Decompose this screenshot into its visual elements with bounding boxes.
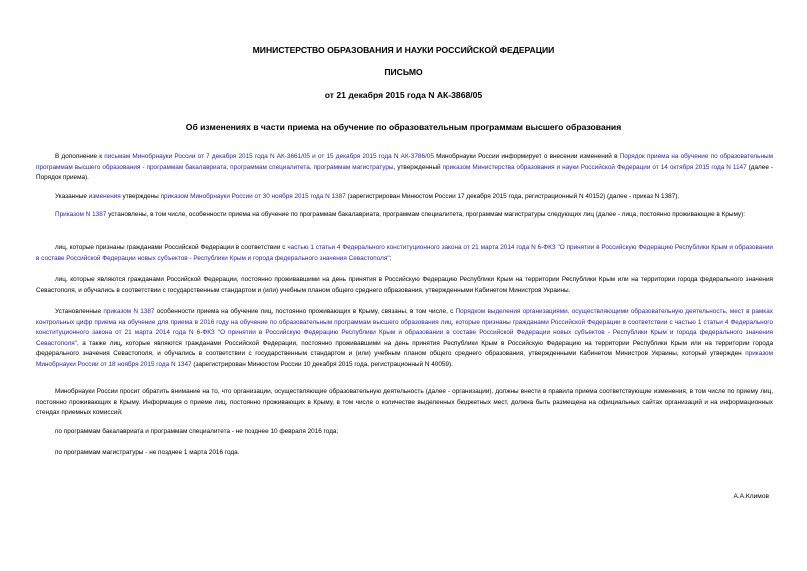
order-1347-link[interactable]: приказом Минобрнауки России от 18 ноября 2015 года N 1347 (36, 350, 773, 368)
paragraph-4 (36, 243, 773, 264)
places-allocation-procedure-link[interactable]: Порядком выделения организациями, осуществляющими образовательную деятельность, мест в рамках контрольных цифр приема на обучение для приема в 2016 году на обучение по образовательным программам высшего образования лиц, которые признаны гражданами Российской Федерации в соответствии с частью 1 статьи 4 Федерального конституционного закона от 21 марта 2014 года N 6-ФКЗ "О принятии в Российскую Федерацию Республики Крым и образовании в составе Российской Федерации новых субъектов - Республики Крым и города федерального значения Севастополя" (36, 308, 773, 347)
paragraph-text: (зарегистрирован Минюстом России 10 декабря 2015 года, регистрационный N 40059). (191, 360, 453, 368)
paragraph-1 (36, 152, 773, 184)
paragraph-3 (36, 210, 773, 221)
paragraph-text: установлены, в том числе, особенности приема на обучение по программам бакалавриата, программам специалитета, программам магистратуры следующих лиц (далее - лица, постоянно проживающие в Крыму): (106, 211, 746, 218)
document-subject: Об изменениях в части приема на обучение по образовательным программам высшего образования (185, 122, 622, 132)
signature: А.А.Климов (733, 493, 769, 500)
constitutional-law-link[interactable]: частью 1 статьи 4 Федерального конституционного закона от 21 марта 2014 года N 6-ФКЗ "О принятии в Российскую Федерацию Республики Крым и образовании в составе Российской Федерации новых субъектов - Республики Крым и города федерального значения Севастополя" (36, 244, 774, 262)
paragraph-5 (36, 275, 773, 296)
order-1387-link[interactable]: Приказом N 1387 (55, 211, 107, 218)
paragraph-text: , утвержденный (393, 163, 443, 171)
paragraph-text: Установленные (55, 308, 104, 315)
paragraph-text: Минобрнауки России информирует о внесении изменений в (433, 153, 620, 160)
paragraph-text: утверждены (120, 193, 161, 200)
paragraph-9 (36, 448, 773, 459)
order-1387-link[interactable]: приказом N 1387 (103, 308, 155, 315)
paragraph-text: ; (389, 254, 392, 262)
paragraph-text: по программам бакалавриата и программам специалитета - не позднее 10 февраля 2016 года; (55, 428, 339, 435)
letters-link[interactable]: письмам Минобрнауки России от 7 декабря 2015 года N АК-3661/05 и от 15 декабря 2015 года N АК-3786/05 (104, 153, 434, 160)
document-type: ПИСЬМО (384, 67, 423, 77)
paragraph-text: Минобрнауки России просит обратить внимание на то, что организации, осуществляющие образовательную деятельность (далее - организации), должны внести в правила приема соответствующие изменения, в том числе по приему лиц, постоянно проживающих в Крыму. Информация о приеме лиц, постоянно проживающих в Крыму, в том числе о количестве выделенных бюджетных мест, должна быть размещена на официальных сайтах организаций и на информационных стендах приемных комиссий: (36, 388, 773, 417)
admission-procedure-link[interactable]: Порядок приема на обучение по образовательным программам высшего образования - программам бакалавриата, программам специалитета, программам магистратуры (36, 153, 773, 171)
date-and-number: от 21 декабря 2015 года N АК-3868/05 (324, 90, 483, 100)
paragraph-text: (зарегистрирован Минюстом России 17 декабря 2015 года, регистрационный N 40152) (далее - приказ N 1387). (345, 193, 680, 200)
paragraph-6 (36, 307, 773, 371)
order-1147-link[interactable]: приказом Министерства образования и науки Российской Федерации от 14 октября 2015 года N 1147 (442, 163, 747, 171)
ministry-heading: МИНИСТЕРСТВО ОБРАЗОВАНИЯ И НАУКИ РОССИЙСКОЙ ФЕДЕРАЦИИ (252, 45, 555, 55)
paragraph-8 (36, 427, 773, 438)
paragraph-7 (36, 387, 773, 419)
changes-link[interactable]: изменения (88, 193, 121, 200)
order-1387-link[interactable]: приказом Минобрнауки России от 30 ноября 2015 года N 1387 (160, 193, 346, 200)
paragraph-text: лиц, которые признаны гражданами Российской Федерации в соответствии с (55, 244, 288, 251)
paragraph-text: Указанные (55, 193, 89, 200)
paragraph-text: В дополнение к (55, 153, 105, 160)
paragraph-2 (36, 192, 773, 203)
paragraph-text: особенности приема на обучение лиц, постоянно проживающих в Крыму, связаны, в том числе, с (154, 308, 456, 315)
paragraph-text: по программам магистратуры - не позднее 1 марта 2016 года. (55, 449, 240, 456)
paragraph-text: (далее - Порядок приема). (36, 163, 773, 182)
paragraph-text: , а также лиц, которые являются гражданами Российской Федерации, постоянно проживавшими на день принятия Республики Крым в Российскую Федерацию на территории Республики Крым или на территории города федерального значения Севастополя, и обучались в соответствии с государственным стандартом и (или) учебным планом общего среднего образования, утвержденными Кабинетом Министров Украины, который утвержден (36, 339, 773, 358)
paragraph-text: лиц, которые являются гражданами Российской Федерации, постоянно проживавшими на день принятия в Российскую Федерацию Республики Крым на территории Республики Крым или на территории города федерального значения Севастополя, и обучались в соответствии с государственным стандартом и (или) учебным планом общего среднего образования, утвержденными Кабинетом Министров Украины. (36, 276, 773, 294)
